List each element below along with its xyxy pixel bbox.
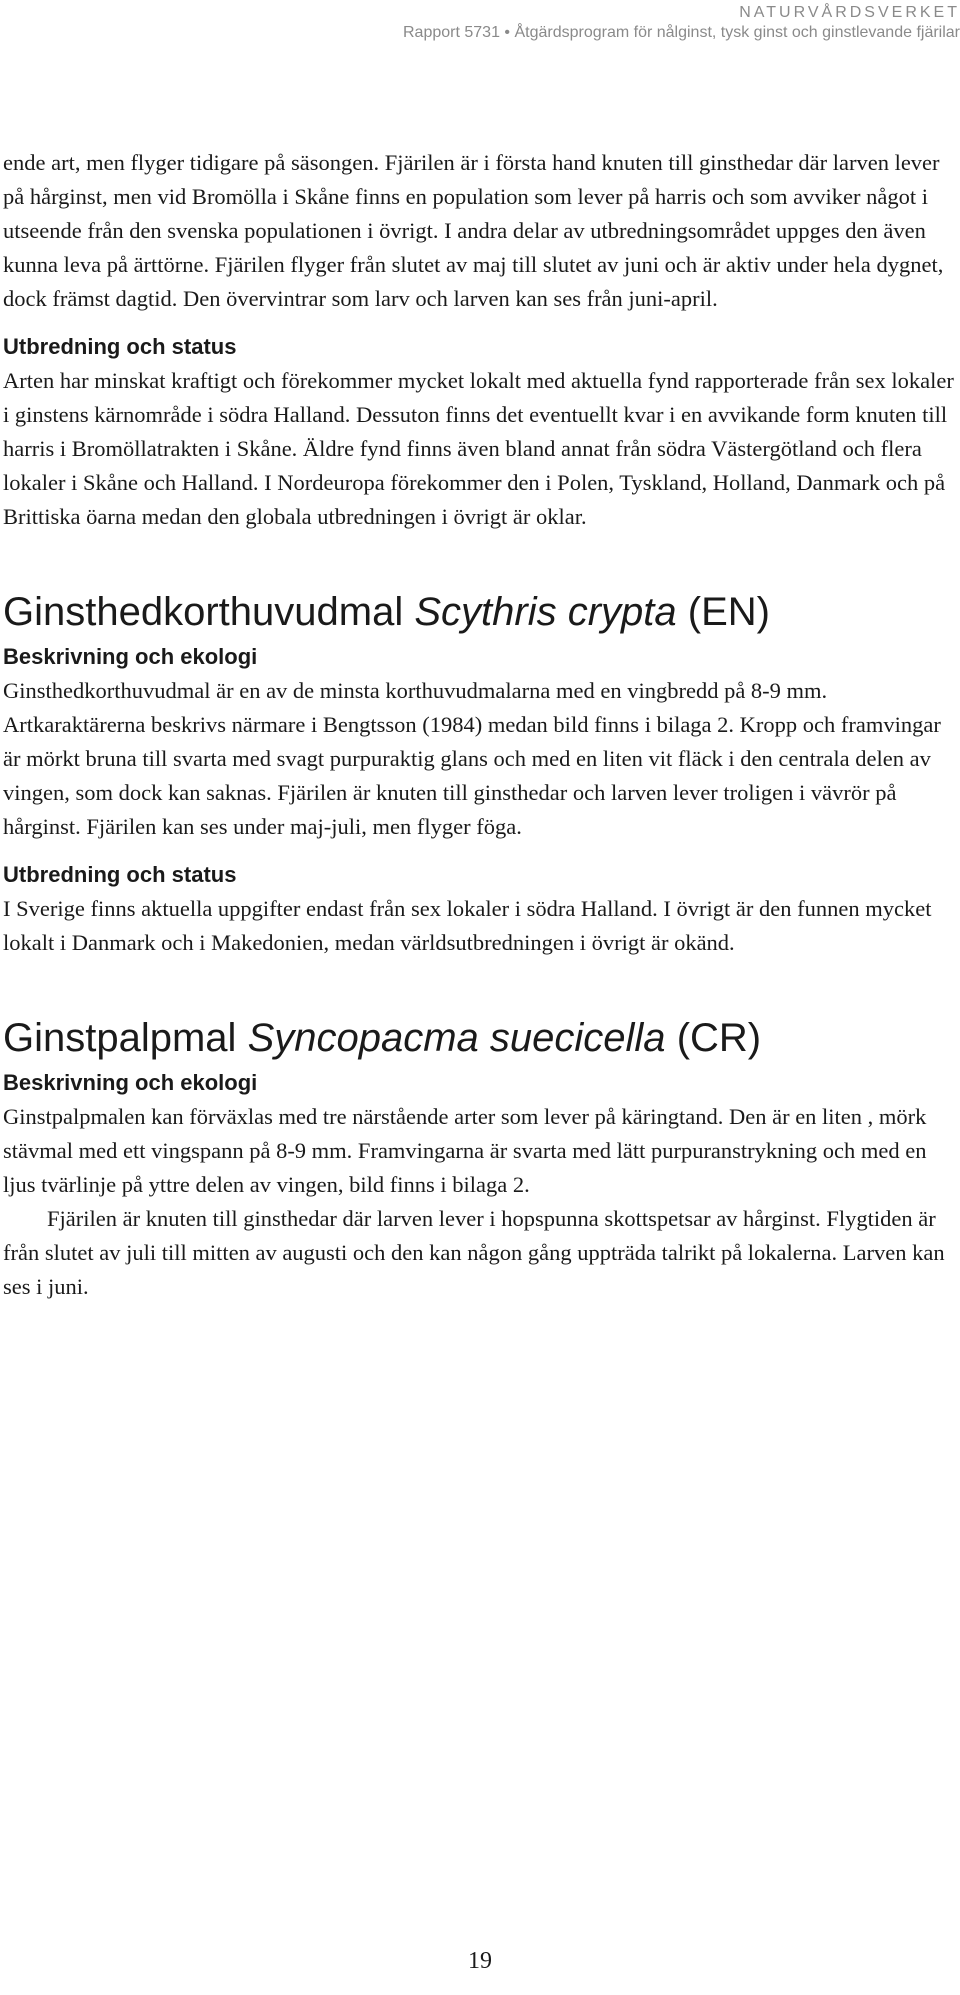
page-number: 19 [468, 1948, 492, 1974]
report-title: Rapport 5731 • Åtgärdsprogram för nålginst, tysk ginst och ginstlevande fjärilar [403, 24, 960, 41]
intro-paragraph: ende art, men flyger tidigare på säsongen. Fjärilen är i första hand knuten till ginsthedar där larven lever på hårginst, men vid Bromölla i Skåne finns en population som lever på harris och som avviker något i utseende från den svenska populationen i övrigt. I andra delar av utbredningsområdet uppges den även kunna leva på ärttörne. Fjärilen flyger från slutet av maj till slutet av juni och är aktiv under hela dygnet, dock främst dagtid. Den övervintrar som larv och larven kan ses från juni-april. [3, 150, 944, 311]
species-latin-name: Syncopacma suecicella [247, 1016, 666, 1060]
section-heading-description: Beskrivning och ekologi [3, 644, 258, 669]
page-content [3, 146, 958, 1304]
section-heading-distribution: Utbredning och status [3, 334, 237, 359]
description-paragraph: Fjärilen är knuten till ginsthedar där larven lever i hopspunna skottspetsar av hårginst. Flygtiden är från slutet av juli till mitten av augusti och den kan någon gång uppträda talrikt på lokalerna. Larven kan ses i juni. [3, 1206, 945, 1299]
species-common-name: Ginstpalpmal [3, 1016, 237, 1060]
species-latin-name: Scythris crypta [414, 590, 677, 634]
species-status: (CR) [676, 1016, 762, 1060]
distribution-paragraph: I Sverige finns aktuella uppgifter endast från sex lokaler i södra Halland. I övrigt är den funnen mycket lokalt i Danmark och i Makedonien, medan världsutbredningen i övrigt är okänd. [3, 896, 932, 955]
publisher-name: NATURVÅRDSVERKET [739, 4, 960, 21]
page-header [0, 0, 960, 60]
description-paragraph: Ginstpalpmalen kan förväxlas med tre närstående arter som lever på käringtand. Den är en liten , mörk stävmal med ett vingspann på 8-9 mm. Framvingarna är svarta med lätt purpuranstrykning och med en ljus tvärlinje på yttre delen av vingen, bild finns i bilaga 2. [3, 1104, 927, 1197]
species-title-scythris [3, 588, 958, 636]
species-title-syncopacma [3, 1014, 958, 1062]
distribution-paragraph: Arten har minskat kraftigt och förekommer mycket lokalt med aktuella fynd rapporterade från sex lokaler i ginstens kärnområde i södra Halland. Dessuton finns det eventuellt kvar i en avvikande form knuten till harris i Bromöllatrakten i Skåne. Äldre fynd finns även bland annat från södra Västergötland och flera lokaler i Skåne och Halland. I Nordeuropa förekommer den i Polen, Tyskland, Holland, Danmark och på Brittiska öarna medan den globala utbredningen i övrigt är oklar. [3, 368, 954, 529]
description-paragraph: Ginsthedkorthuvudmal är en av de minsta korthuvudmalarna med en vingbredd på 8-9 mm. Artkaraktärerna beskrivs närmare i Bengtsson (1984) medan bild finns i bilaga 2. Kropp och framvingar är mörkt bruna till svarta med svagt purpuraktig glans och med en liten vit fläck i den centrala delen av vingen, som dock kan saknas. Fjärilen är knuten till ginsthedar och larven lever troligen i vävrör på hårginst. Fjärilen kan ses under maj-juli, men flyger föga. [3, 678, 941, 839]
section-heading-distribution: Utbredning och status [3, 862, 237, 887]
species-status: (EN) [687, 590, 770, 634]
species-common-name: Ginsthedkorthuvudmal [3, 590, 404, 634]
section-heading-description: Beskrivning och ekologi [3, 1070, 258, 1095]
